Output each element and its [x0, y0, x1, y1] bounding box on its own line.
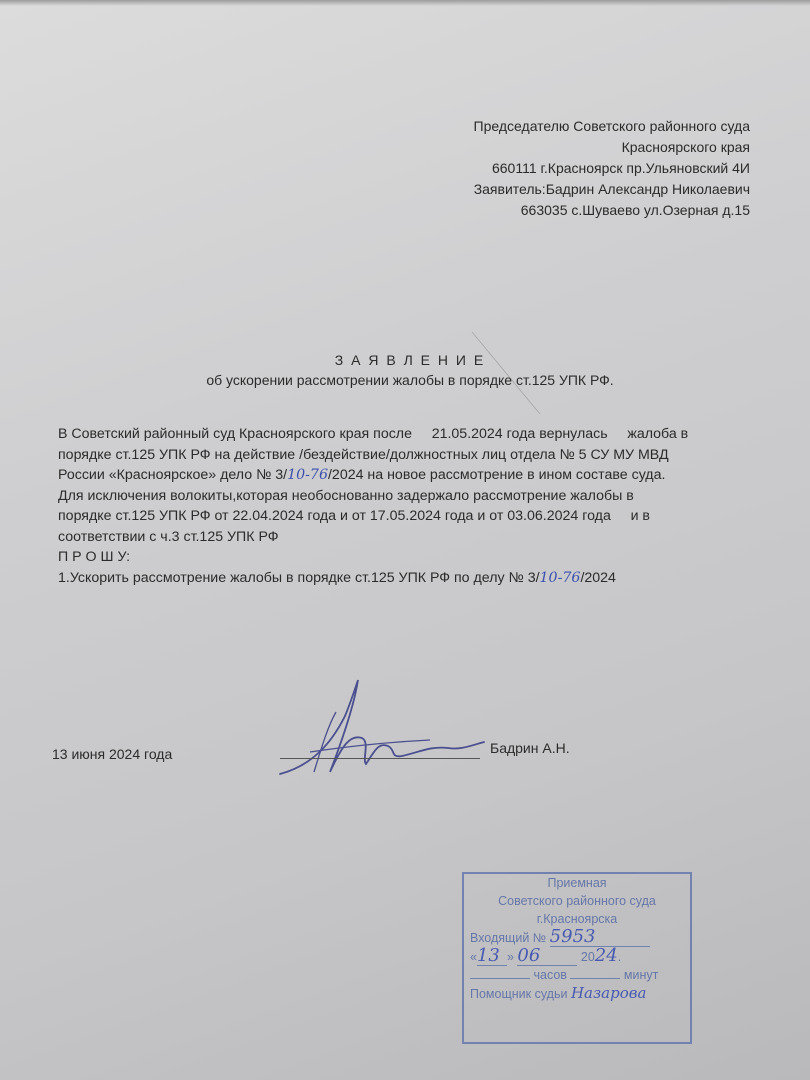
signature-line: [280, 758, 480, 759]
body-text: В Советский районный суд Красноярского края после: [58, 426, 412, 442]
body-line: [58, 424, 758, 445]
body-date: 21.05.2024 года вернулась: [431, 426, 608, 442]
stamp-year-suffix: 24: [594, 945, 618, 966]
body-text: 1.Ускорить рассмотрение жалобы в порядке ст.125 УПК РФ по делу № 3/: [58, 569, 540, 586]
stamp-date-quote: «: [470, 950, 477, 964]
stamp-minutes-blank: [570, 978, 620, 979]
addressee-block: [420, 116, 750, 221]
handwritten-case-number: 10-76: [287, 467, 328, 483]
stamp-line: Советского районного суда: [498, 894, 656, 908]
stamp-year-prefix: 20: [580, 950, 595, 964]
body-text: /2024 на новое рассмотрение в ином составе суда.: [327, 467, 666, 483]
addressee-line: 660111 г.Красноярск пр.Ульяновский 4И: [491, 160, 750, 176]
addressee-line: 663035 с.Шуваево ул.Озерная д.15: [520, 202, 750, 218]
body-text: жалоба в: [627, 426, 689, 442]
stamp-day: 13: [477, 947, 507, 966]
document-body: [58, 424, 758, 588]
title-heading: З А Я В Л Е Н И Е: [334, 352, 486, 368]
addressee-line: Красноярского края: [621, 139, 750, 155]
stamp-hours-blank: [470, 978, 530, 979]
request-item: [58, 568, 758, 589]
body-text: порядке ст.125 УПК РФ от 22.04.2024 года и от 17.05.2024 года и от 03.06.2024 года: [58, 508, 611, 524]
body-text: /2024: [580, 569, 616, 586]
stamp-assistant-signature: Назарова: [570, 984, 647, 1002]
body-line: [58, 506, 758, 527]
stamp-assistant-label: Помощник судьи: [470, 987, 568, 1001]
body-line: Для исключения волокиты,которая необоснованно задержало рассмотрение жалобы в: [58, 487, 634, 504]
handwritten-case-number: 10-76: [539, 569, 581, 586]
body-text: России «Красноярское» дело № 3/: [58, 467, 288, 483]
handwritten-signature: [270, 676, 500, 786]
stamp-year-dot: .: [617, 950, 622, 964]
stamp-incoming-label: Входящий №: [470, 931, 547, 945]
addressee-line: Заявитель:Бадрин Александр Николаевич: [473, 181, 750, 197]
stamp-assistant-row: [464, 984, 690, 1003]
stamp-hours-label: часов: [533, 968, 567, 982]
body-line: соответствии с ч.3 ст.125 УПК РФ: [58, 528, 279, 545]
stamp-minutes-label: минут: [623, 968, 659, 982]
addressee-line: Председателю Советского районного суда: [473, 118, 750, 134]
stamp-incoming-number: 5953: [550, 928, 650, 947]
stamp-line: г.Красноярска: [536, 912, 618, 926]
document-title: [130, 350, 690, 390]
title-subheading: об ускорении рассмотрении жалобы в порядке ст.125 УПК РФ.: [206, 372, 614, 388]
stamp-line: Приемная: [547, 876, 607, 890]
body-text: и в: [630, 508, 650, 524]
stamp-month: 06: [517, 947, 577, 966]
stamp-time-row: [464, 966, 690, 984]
stamp-date-quote: »: [506, 950, 514, 964]
body-line: порядке ст.125 УПК РФ на действие /бездействие/должностных лиц отдела № 5 СУ МУ МВД: [58, 446, 669, 463]
body-line: [58, 465, 758, 486]
signer-name: Бадрин А.Н.: [490, 740, 570, 756]
reception-stamp: [462, 872, 692, 1044]
request-heading: П Р О Ш У:: [58, 549, 131, 565]
scan-edge-shadow: [0, 0, 810, 6]
stamp-date-row: [464, 947, 690, 966]
document-date: 13 июня 2024 года: [52, 746, 173, 762]
